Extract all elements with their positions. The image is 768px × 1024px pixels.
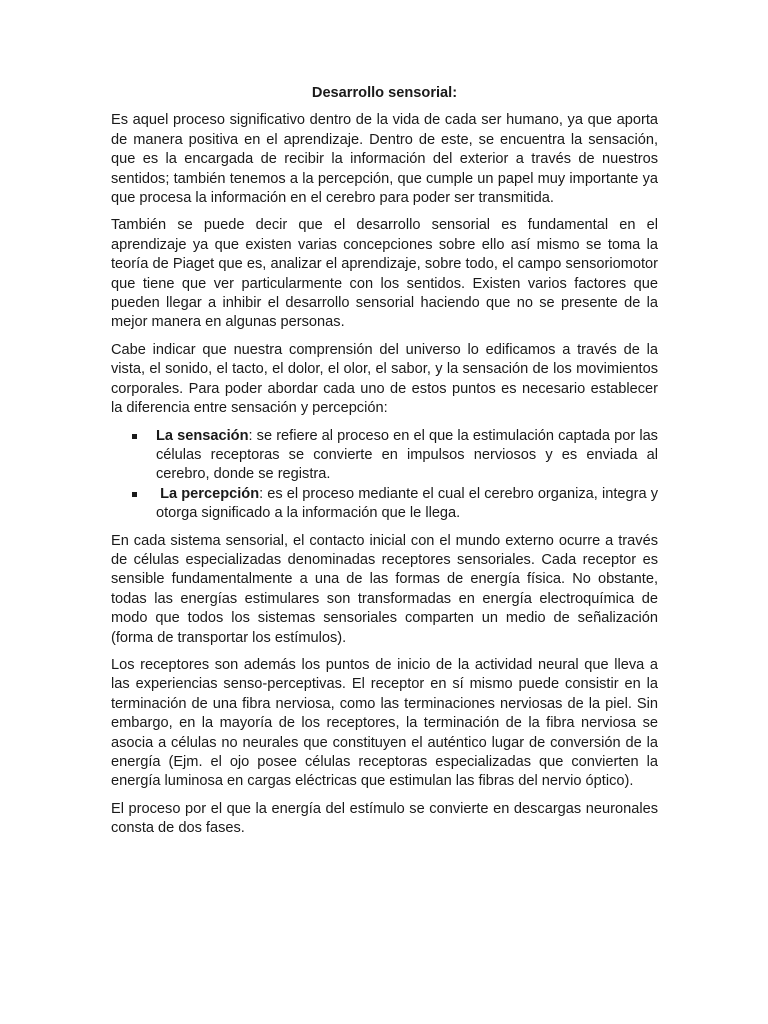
paragraph-piaget: También se puede decir que el desarrollo sensorial es fundamental en el aprendizaje ya que existen varias concepciones sobre ello así mismo se toma la teoría de Piaget que es, analizar el aprendizaje, sobre todo, el campo sensoriomotor que tiene que ver particularmente con los sentidos. Existen varios factores que pueden llegar a inhibir el desarrollo sensorial haciendo que no se presente de la mejor manera en algunas personas.	[111, 217, 658, 331]
definition-list	[111, 427, 658, 524]
document-page	[111, 84, 658, 847]
term-percepcion: La percepción	[156, 485, 260, 502]
paragraph-comprension: Cabe indicar que nuestra comprensión del universo lo edificamos a través de la vista, el sonido, el tacto, el dolor, el olor, el sabor, y la sensación de los movimientos corporales. Para poder abordar cada uno de estos puntos es necesario establecer la diferencia entre sensación y percepción:	[111, 341, 658, 417]
square-bullet-icon	[132, 434, 137, 439]
definition-sensacion: : se refiere al proceso en el que la estimulación captada por las células receptoras se convierte en impulsos nerviosos y es enviada al cerebro, donde se registra.	[156, 427, 658, 483]
paragraph-intro: Es aquel proceso significativo dentro de la vida de cada ser humano, ya que aporta de manera positiva en el aprendizaje. Dentro de este, se encuentra la sensación, que es la encargada de recibir la información del exterior a través de nuestros sentidos; también tenemos a la percepción, que cumple un papel muy importante ya que procesa la información en el cerebro para poder ser transmitida.	[111, 112, 658, 207]
square-bullet-icon	[132, 492, 137, 497]
paragraph-receptores-sensoriales: En cada sistema sensorial, el contacto inicial con el mundo externo ocurre a través de células especializadas denominadas receptores sensoriales. Cada receptor es sensible fundamentalmente a una de las formas de energía física. No obstante, todas las energías estimulares son transformadas en energía electroquímica de modo que todos los sistemas sensoriales comparten un medio de señalización (forma de transportar los estímulos).	[111, 532, 658, 646]
paragraph-actividad-neural: Los receptores son además los puntos de inicio de la actividad neural que lleva a las experiencias senso-perceptivas. El receptor en sí mismo puede consistir en la terminación de una fibra nerviosa, como las terminaciones nerviosas de la piel. Sin embargo, en la mayoría de los receptores, la terminación de la fibra nerviosa se asocia a células no neurales que constituyen el auténtico lugar de conversión de la energía (Ejm. el ojo posee células receptoras especializadas que convierten la energía luminosa en cargas eléctricas que estimulan las fibras del nervio óptico).	[111, 656, 658, 790]
list-item-percepcion	[111, 485, 658, 524]
list-item-sensacion	[111, 427, 658, 485]
term-sensacion: La sensación	[156, 427, 249, 444]
definition-percepcion: : es el proceso mediante el cual el cerebro organiza, integra y otorga significado a la información que le llega.	[156, 485, 658, 522]
paragraph-dos-fases: El proceso por el que la energía del estímulo se convierte en descargas neuronales consta de dos fases.	[111, 800, 658, 837]
document-title: Desarrollo sensorial:	[311, 85, 458, 101]
